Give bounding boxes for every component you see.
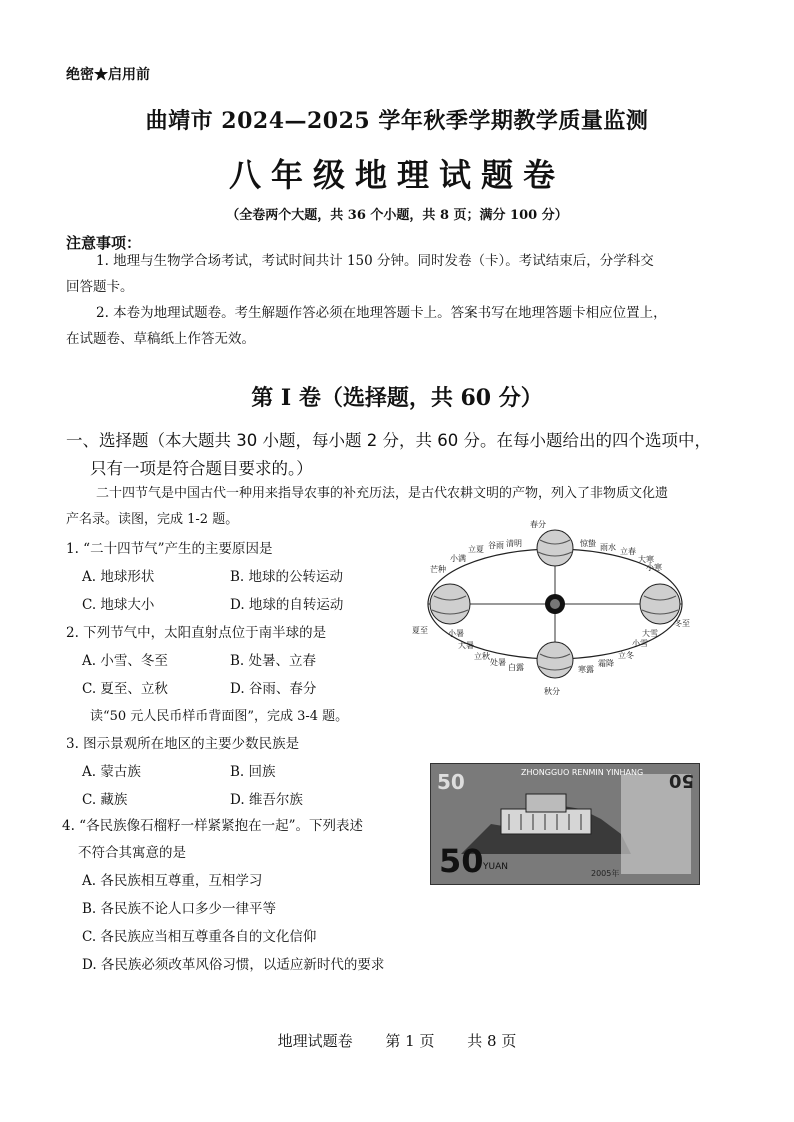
- question-3-option-d: D. 维吾尔族: [230, 792, 303, 808]
- footer-page: 第 1 页: [385, 1032, 435, 1050]
- term-label: 惊蛰: [580, 539, 596, 548]
- notice-item-2: 2. 本卷为地理试题卷。考生解题作答必须在地理答题卡上。答案书写在地理答题卡相应位置上，: [96, 305, 667, 321]
- footer-subject: 地理试题卷: [277, 1032, 353, 1050]
- term-label: 大雪: [642, 629, 658, 638]
- question-2-stem: 2. 下列节气中，太阳直射点位于南半球的是: [66, 625, 327, 641]
- paper-title: 八年级地理试题卷: [228, 156, 565, 194]
- earth-autumn-icon: [537, 642, 573, 678]
- question-4-option-b: B. 各民族不论人口多少一律平等: [82, 901, 277, 917]
- earth-winter-icon: [640, 584, 680, 624]
- question-4-stem: 4. “各民族像石榴籽一样紧紧抱在一起”。下列表述: [62, 818, 363, 834]
- term-label: 寒露: [578, 665, 594, 674]
- question-3-option-b: B. 回族: [230, 764, 276, 780]
- term-label: 立秋: [474, 652, 490, 661]
- term-label: 小满: [450, 554, 466, 563]
- notice-heading: 注意事项：: [66, 234, 142, 252]
- question-4-option-d: D. 各民族必须改革风俗习惯，以适应新时代的要求: [82, 957, 385, 973]
- term-label: 小寒: [646, 563, 662, 572]
- question-2-option-b: B. 处暑、立春: [230, 653, 317, 669]
- paper-info: （全卷两个大题，共 36 个小题，共 8 页；满分 100 分）: [226, 208, 568, 223]
- question-4-option-a: A. 各民族相互尊重，互相学习: [82, 873, 263, 889]
- banknote-yuan: YUAN: [483, 862, 508, 872]
- term-label: 秋分: [544, 687, 560, 696]
- exam-title: 曲靖市 2024—2025 学年秋季学期教学质量监测: [145, 108, 649, 134]
- term-label: 清明: [506, 539, 522, 548]
- section-heading: 第 I 卷（选择题，共 60 分）: [251, 385, 543, 411]
- term-label: 大寒: [638, 555, 654, 564]
- question-2-option-c: C. 夏至、立秋: [82, 681, 168, 697]
- intro-text-1-cont: 产名录。读图，完成 1-2 题。: [66, 512, 239, 527]
- banknote-bank-name: ZHONGGUO RENMIN YINHANG: [521, 768, 644, 777]
- term-label: 春分: [530, 520, 546, 529]
- solar-terms-orbit-diagram: [410, 518, 710, 698]
- confidential-mark: 绝密★启用前: [66, 67, 150, 83]
- question-1-option-b: B. 地球的公转运动: [230, 569, 344, 585]
- banknote-image: [430, 763, 700, 885]
- question-1-option-d: D. 地球的自转运动: [230, 597, 344, 613]
- part-heading: 一、选择题（本大题共 30 小题，每小题 2 分，共 60 分。在每小题给出的四个选项中，: [66, 431, 711, 450]
- question-2-option-d: D. 谷雨、春分: [230, 681, 317, 697]
- intro-text-2: 读“50 元人民币样币背面图”，完成 3-4 题。: [90, 709, 349, 724]
- term-label: 小暑: [448, 629, 464, 638]
- banknote-denomination-top: 50: [437, 770, 465, 794]
- banknote-denomination: 50: [439, 842, 484, 880]
- question-1-option-a: A. 地球形状: [82, 569, 155, 585]
- question-1-option-c: C. 地球大小: [82, 597, 155, 613]
- question-4-option-c: C. 各民族应当相互尊重各自的文化信仰: [82, 929, 317, 945]
- part-heading-cont: 只有一项是符合题目要求的。）: [90, 459, 313, 478]
- term-label: 小雪: [632, 639, 648, 648]
- notice-item-1: 1. 地理与生物学合场考试，考试时间共计 150 分钟。同时发卷（卡）。考试结束后，分学科交: [96, 253, 654, 269]
- term-label: 处暑: [490, 658, 506, 667]
- intro-text-1: 二十四节气是中国古代一种用来指导农事的补充历法，是古代农耕文明的产物，列入了非物质文化遗: [96, 486, 669, 501]
- question-3-option-c: C. 藏族: [82, 792, 128, 808]
- notice-item-2-cont: 在试题卷、草稿纸上作答无效。: [66, 331, 255, 347]
- question-2-option-a: A. 小雪、冬至: [82, 653, 168, 669]
- question-4-stem-cont: 不符合其寓意的是: [78, 845, 186, 861]
- term-label: 霜降: [598, 659, 614, 668]
- term-label: 谷雨: [488, 541, 504, 550]
- term-label: 冬至: [674, 619, 690, 628]
- term-label: 立夏: [468, 545, 484, 554]
- term-label: 白露: [508, 663, 524, 672]
- term-label: 芒种: [430, 565, 446, 574]
- banknote-year: 2005年: [591, 869, 620, 878]
- term-label: 立春: [620, 547, 636, 556]
- notice-item-1-cont: 回答题卡。: [66, 279, 134, 295]
- term-label: 立冬: [618, 651, 634, 660]
- question-3-option-a: A. 蒙古族: [82, 764, 141, 780]
- term-label: 夏至: [412, 626, 428, 635]
- term-label: 大暑: [458, 641, 474, 650]
- question-1-stem: 1. “二十四节气”产生的主要原因是: [66, 541, 273, 557]
- banknote-denomination-corner: 50: [669, 770, 695, 791]
- footer-total: 共 8 页: [467, 1032, 517, 1050]
- question-3-stem: 3. 图示景观所在地区的主要少数民族是: [66, 736, 300, 752]
- term-label: 雨水: [600, 543, 616, 552]
- earth-summer-icon: [430, 584, 470, 624]
- earth-spring-icon: [537, 530, 573, 566]
- page-footer: [0, 1030, 794, 1051]
